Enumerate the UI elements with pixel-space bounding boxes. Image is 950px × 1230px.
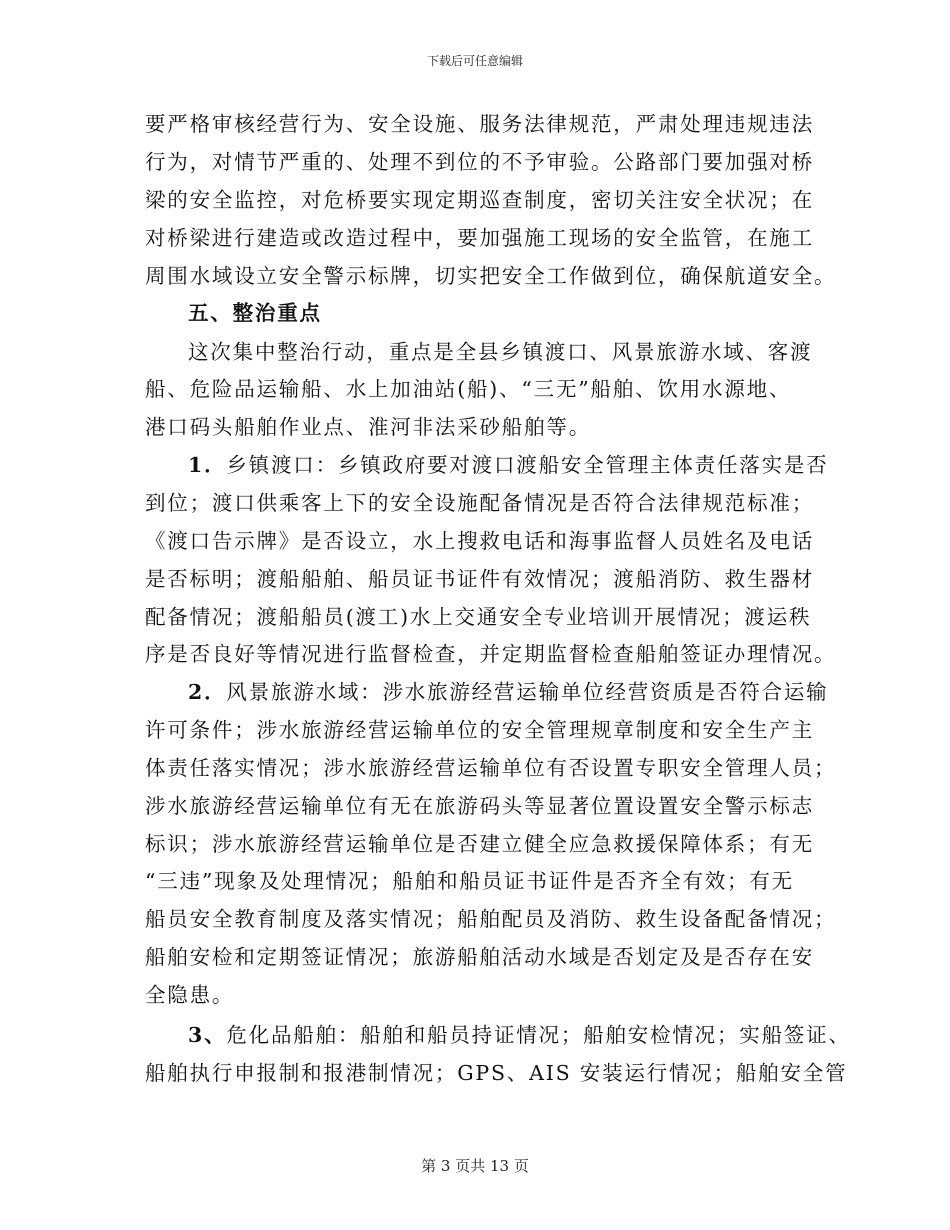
body-line: 序是否良好等情况进行监督检查，并定期监督检查船舶签证办理情况。 [145, 642, 837, 666]
body-line: 涉水旅游经营运输单位有无在旅游码头等显著位置设置安全警示标志 [145, 794, 814, 818]
body-line: 全隐患。 [145, 983, 235, 1007]
body-line: 到位；渡口供乘客上下的安全设施配备情况是否符合法律规范标准； [145, 491, 814, 515]
body-line: 标识；涉水旅游经营运输单位是否建立健全应急救援保障体系；有无 [145, 832, 814, 856]
item-text: 乡镇渡口：乡镇政府要对渡口渡船安全管理主体责任落实是否 [226, 453, 829, 477]
body-line: 对桥梁进行建造或改造过程中，要加强施工现场的安全监管，在施工 [145, 226, 814, 250]
body-line: 配备情况；渡船船员(渡工)水上交通安全专业培训开展情况；渡运秩 [145, 605, 812, 629]
item-marker: 1． [188, 453, 227, 477]
body-line: 《渡口告示牌》是否设立，水上搜救电话和海事监督人员姓名及电话 [145, 529, 814, 553]
section-heading: 五、整治重点 [188, 301, 322, 325]
list-item-line [188, 451, 858, 479]
list-item-line [188, 678, 858, 706]
body-line: 梁的安全监控，对危桥要实现定期巡查制度，密切关注安全状况；在 [145, 188, 814, 212]
page-header: 下载后可任意编辑 [426, 54, 523, 68]
body-line: 是否标明；渡船船舶、船员证书证件有效情况；渡船消防、救生器材 [145, 567, 814, 591]
item-marker: 3、 [188, 1023, 227, 1047]
body-line: 周围水域设立安全警示标牌，切实把安全工作做到位，确保航道安全。 [145, 264, 837, 288]
body-line: 这次集中整治行动，重点是全县乡镇渡口、风景旅游水域、客渡 [188, 340, 813, 364]
item-marker: 2． [188, 680, 227, 704]
body-line: 船舶安检和定期签证情况；旅游船舶活动水域是否划定及是否存在安 [145, 945, 814, 969]
body-line: 船舶执行申报制和报港制情况；GPS、AIS 安装运行情况；船舶安全管 [145, 1061, 848, 1085]
body-line: 船员安全教育制度及落实情况；船舶配员及消防、救生设备配备情况； [145, 907, 837, 931]
list-item-line [188, 1021, 858, 1049]
body-line: “三违”现象及处理情况；船舶和船员证书证件是否齐全有效；有无 [145, 869, 794, 893]
body-line: 船、危险品运输船、水上加油站(船)、“三无”船舶、饮用水源地、 [145, 377, 792, 401]
body-line: 许可条件；涉水旅游经营运输单位的安全管理规章制度和安全生产主 [145, 718, 814, 742]
body-line: 要严格审核经营行为、安全设施、服务法律规范，严肃处理违规违法 [145, 112, 814, 136]
item-text: 危化品船舶：船舶和船员持证情况；船舶安检情况；实船签证、 [226, 1023, 851, 1047]
body-line: 体责任落实情况；涉水旅游经营运输单位有否设置专职安全管理人员； [145, 756, 837, 780]
page-footer: 第 3 页共 13 页 [421, 1157, 529, 1175]
item-text: 风景旅游水域：涉水旅游经营运输单位经营资质是否符合运输 [226, 680, 829, 704]
body-line: 港口码头船舶作业点、淮河非法采砂船舶等。 [145, 415, 591, 439]
body-line: 行为，对情节严重的、处理不到位的不予审验。公路部门要加强对桥 [145, 150, 814, 174]
